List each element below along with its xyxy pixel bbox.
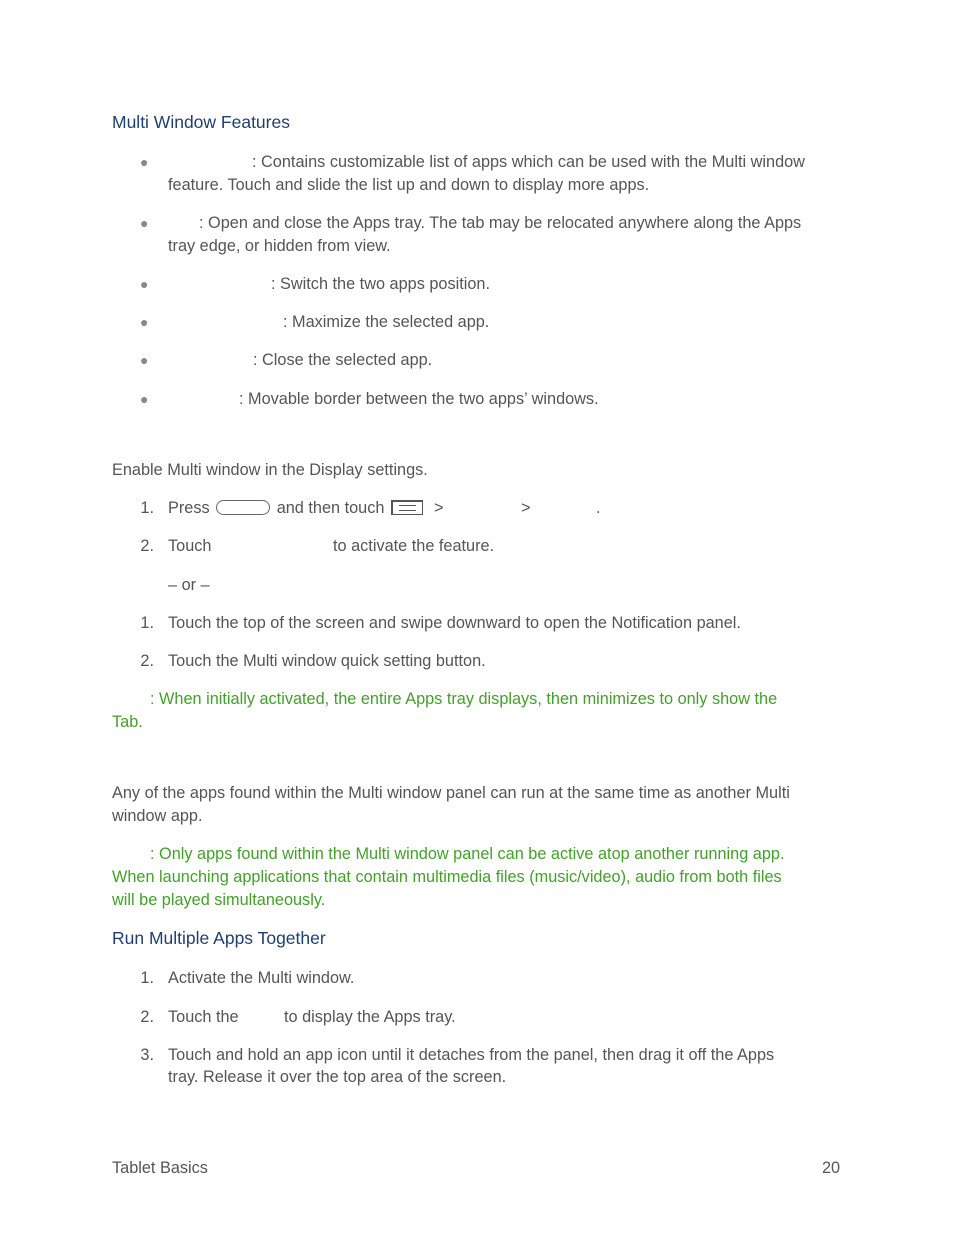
bullet-marker: ● [140,154,149,170]
alt-step-2: Touch the Multi window quick setting button. [168,652,486,670]
step-text: Touch [168,537,212,555]
note-line2: Tab. [112,713,143,731]
bullet-marker: ● [140,276,149,292]
footer-section-title: Tablet Basics [112,1159,208,1177]
run-step-3-line2: tray. Release it over the top area of the screen. [168,1068,507,1086]
step-number: 1. [140,499,154,517]
enable-step-1 [168,497,425,520]
bullet-apps-tray-line2: feature. Touch and slide the list up and down to display more apps. [168,176,650,194]
run-step-1: Activate the Multi window. [168,969,355,987]
section-heading-multi-window-features: Multi Window Features [112,112,290,132]
enable-intro: Enable Multi window in the Display settings. [112,461,428,479]
step-text: and then touch [276,499,385,517]
run-note-line2: When launching applications that contain multimedia files (music/video), audio from both files [112,868,782,886]
bullet-apps-tray-line1: : Contains customizable list of apps which can be used with the Multi window [252,153,805,171]
path-separator: > [521,499,531,517]
step-number: 2. [140,652,154,670]
run-step-2-post: to display the Apps tray. [284,1008,456,1026]
bullet-tab-line2: tray edge, or hidden from view. [168,237,391,255]
run-para-line2: window app. [112,807,203,825]
footer-page-number: 20 [822,1159,841,1177]
bullet-maximize: : Maximize the selected app. [283,313,490,331]
alt-step-1: Touch the top of the screen and swipe downward to open the Notification panel. [168,614,741,632]
step-period: . [596,499,601,517]
section-heading-run-multiple-apps: Run Multiple Apps Together [112,928,326,948]
step-number: 2. [140,1008,154,1026]
menu-key-icon [391,500,423,515]
bullet-marker: ● [140,391,149,407]
step-number: 1. [140,614,154,632]
note-line1: : When initially activated, the entire Apps tray displays, then minimizes to only show the [150,690,778,708]
run-step-3-line1: Touch and hold an app icon until it detaches from the panel, then drag it off the Apps [168,1046,775,1064]
home-key-icon [216,500,270,515]
bullet-marker: ● [140,215,149,231]
step-number: 2. [140,537,154,555]
run-para-line1: Any of the apps found within the Multi window panel can run at the same time as another Multi [112,784,790,802]
bullet-tab-line1: : Open and close the Apps tray. The tab may be relocated anywhere along the Apps [199,214,802,232]
step-number: 1. [140,969,154,987]
step-number: 3. [140,1046,154,1064]
bullet-border: : Movable border between the two apps’ windows. [239,390,599,408]
run-note-line3: will be played simultaneously. [112,891,326,909]
bullet-marker: ● [140,352,149,368]
bullet-close-app: : Close the selected app. [253,351,433,369]
run-step-2-pre: Touch the [168,1008,239,1026]
path-separator: > [434,499,444,517]
run-note-line1: : Only apps found within the Multi window panel can be active atop another running app. [150,845,785,863]
step-text: Press [168,499,210,517]
or-separator: – or – [168,576,210,594]
bullet-switch-windows: : Switch the two apps position. [271,275,491,293]
step-text: to activate the feature. [333,537,495,555]
bullet-marker: ● [140,314,149,330]
